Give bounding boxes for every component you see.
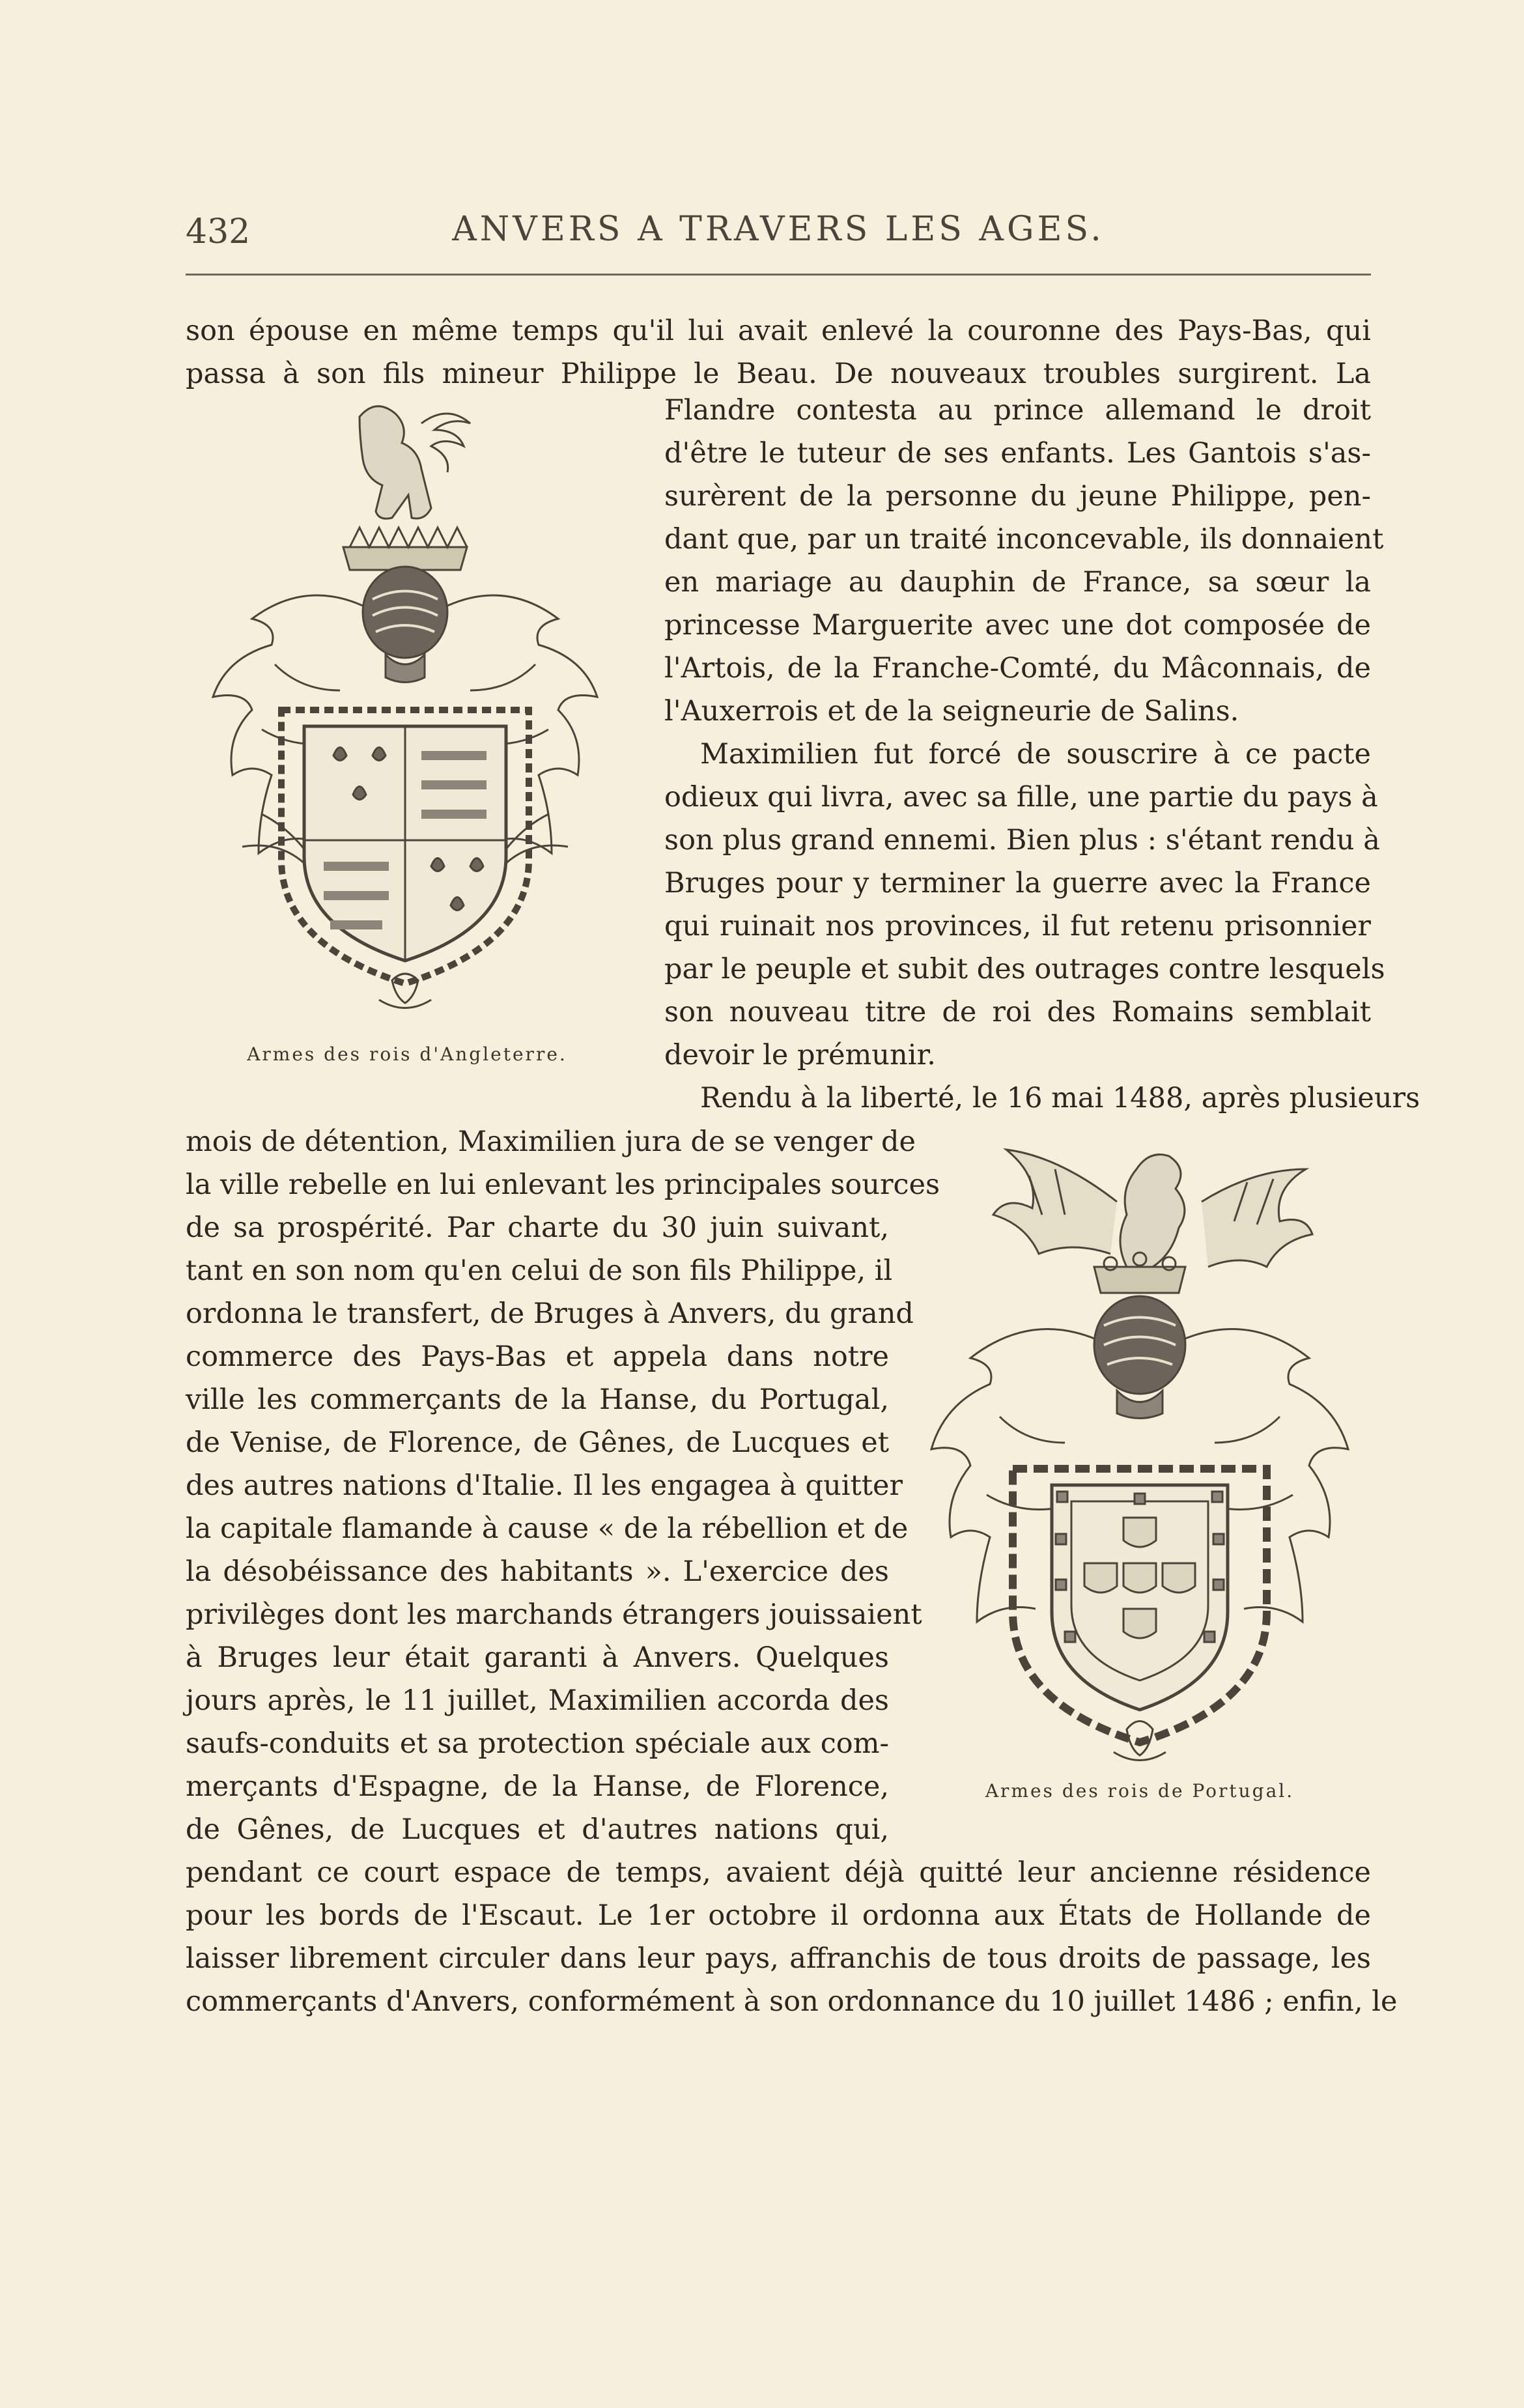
page-number: 432	[186, 212, 251, 251]
coat-of-arms-england-figure	[184, 391, 627, 1029]
text-line: en mariage au dauphin de France, sa sœur la	[664, 566, 1371, 599]
text-line: pour les bords de l'Escaut. Le 1er octobre il ordonna aux États de Hollande de	[186, 1899, 1371, 1932]
text-line: princesse Marguerite avec une dot composée de	[664, 609, 1371, 642]
text-line: commerce des Pays-Bas et appela dans notre	[186, 1340, 889, 1373]
text-line: mois de détention, Maximilien jura de se venger de	[186, 1126, 916, 1158]
figure-caption-portugal: Armes des rois de Portugal.	[985, 1780, 1295, 1802]
text-line: passa à son fils mineur Philippe le Beau. De nouveaux troubles surgirent. La	[186, 358, 1371, 390]
text-line: de Venise, de Florence, de Gênes, de Lucques et	[186, 1426, 889, 1459]
text-line: Bruges pour y terminer la guerre avec la France	[664, 867, 1371, 899]
text-line: l'Auxerrois et de la seigneurie de Salins.	[664, 695, 1239, 728]
text-line: devoir le prémunir.	[664, 1039, 936, 1071]
text-line: son nouveau titre de roi des Romains semblait	[664, 996, 1371, 1028]
text-line: par le peuple et subit des outrages contre lesquels	[664, 953, 1385, 985]
text-line: la capitale flamande à cause « de la rébellion et de	[186, 1512, 909, 1545]
text-line: merçants d'Espagne, de la Hanse, de Florence,	[186, 1770, 889, 1803]
text-line: laisser librement circuler dans leur pays, affranchis de tous droits de passage, les	[186, 1942, 1371, 1975]
running-title: ANVERS A TRAVERS LES AGES.	[452, 210, 1105, 249]
text-line: la désobéissance des habitants ». L'exercice des	[186, 1555, 889, 1588]
text-line: de Gênes, de Lucques et d'autres nations qui,	[186, 1813, 889, 1846]
text-line: jours après, le 11 juillet, Maximilien accorda des	[186, 1684, 889, 1717]
text-line: Maximilien fut forcé de souscrire à ce pacte	[700, 738, 1371, 771]
text-line: saufs-conduits et sa protection spéciale aux com-	[186, 1727, 889, 1760]
text-line: son épouse en même temps qu'il lui avait enlevé la couronne des Pays-Bas, qui	[186, 315, 1371, 347]
text-line: pendant ce court espace de temps, avaient déjà quitté leur ancienne résidence	[186, 1856, 1371, 1889]
coat-of-arms-england-icon	[184, 391, 627, 1029]
header-rule	[186, 274, 1371, 276]
text-line: l'Artois, de la Franche-Comté, du Mâconnais, de	[664, 652, 1371, 685]
coat-of-arms-portugal-icon	[909, 1130, 1371, 1772]
text-line: de sa prospérité. Par charte du 30 juin suivant,	[186, 1211, 889, 1244]
text-line: odieux qui livra, avec sa fille, une partie du pays à	[664, 781, 1378, 814]
text-line: à Bruges leur était garanti à Anvers. Quelques	[186, 1641, 889, 1674]
text-line: dant que, par un traité inconcevable, ils donnaient	[664, 523, 1384, 556]
text-line: Rendu à la liberté, le 16 mai 1488, après plusieurs	[700, 1082, 1420, 1114]
figure-caption-england: Armes des rois d'Angleterre.	[247, 1043, 567, 1065]
text-line: son plus grand ennemi. Bien plus : s'étant rendu à	[664, 824, 1380, 857]
text-line: ville les commerçants de la Hanse, du Portugal,	[186, 1383, 889, 1416]
coat-of-arms-portugal-figure	[909, 1130, 1371, 1772]
page-header	[186, 207, 1371, 259]
text-line: privilèges dont les marchands étrangers jouissaient	[186, 1598, 922, 1631]
text-line: la ville rebelle en lui enlevant les principales sources	[186, 1169, 940, 1201]
text-line: d'être le tuteur de ses enfants. Les Gantois s'as-	[664, 437, 1371, 470]
text-line: Flandre contesta au prince allemand le droit	[664, 394, 1371, 427]
text-line: ordonna le transfert, de Bruges à Anvers, du grand	[186, 1297, 914, 1330]
text-line: tant en son nom qu'en celui de son fils Philippe, il	[186, 1254, 893, 1287]
text-line: surèrent de la personne du jeune Philippe, pen-	[664, 480, 1371, 513]
text-line: commerçants d'Anvers, conformément à son ordonnance du 10 juillet 1486 ; enfin, le	[186, 1985, 1398, 2018]
text-line: des autres nations d'Italie. Il les engagea à quitter	[186, 1469, 903, 1502]
text-line: qui ruinait nos provinces, il fut retenu prisonnier	[664, 910, 1371, 942]
